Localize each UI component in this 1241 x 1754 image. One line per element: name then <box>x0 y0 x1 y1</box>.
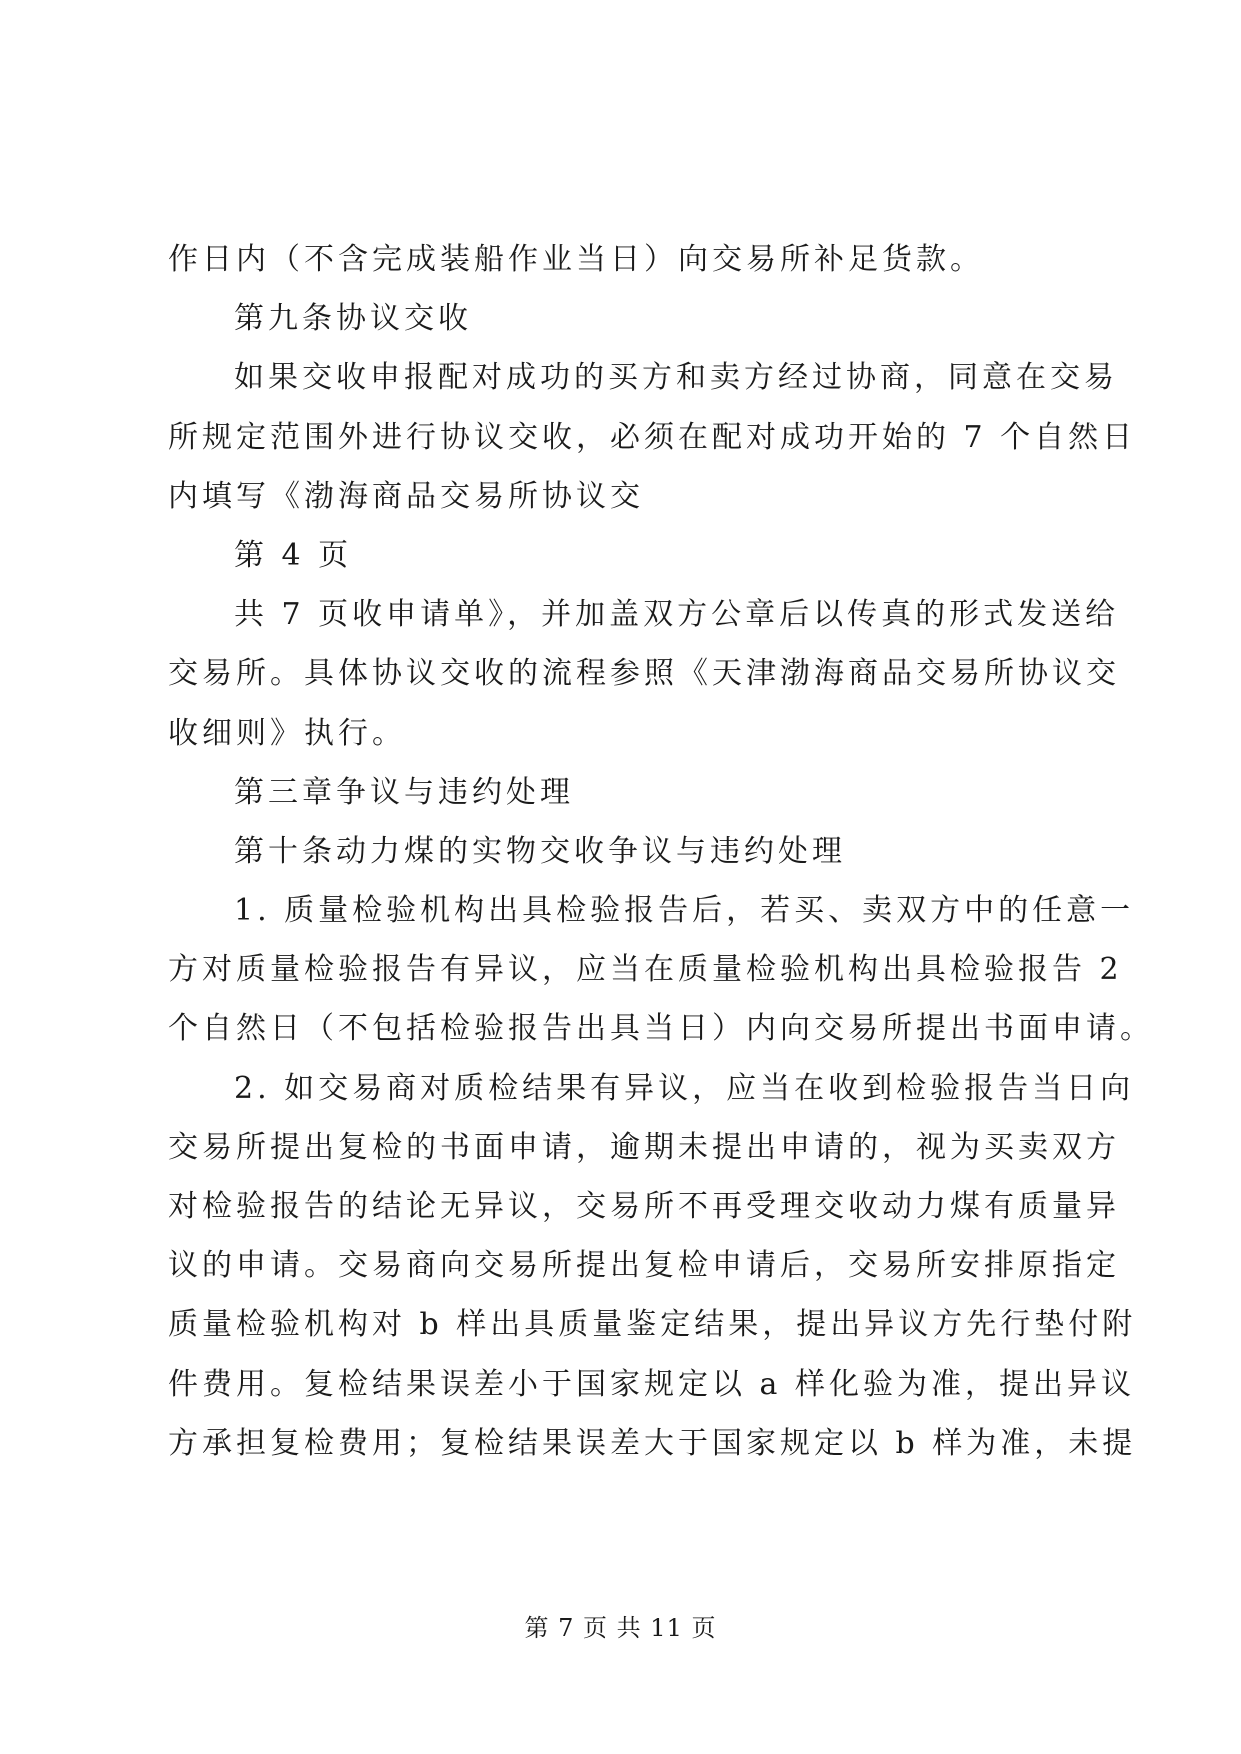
text-line: 方承担复检费用；复检结果误差大于国家规定以 b 样为准，未提 <box>168 1425 1137 1461</box>
text-line: 对检验报告的结论无异议，交易所不再受理交收动力煤有质量异 <box>168 1189 1120 1224</box>
article-heading: 第十条动力煤的实物交收争议与违约处理 <box>234 833 846 869</box>
text-line: 如果交收申报配对成功的买方和卖方经过协商，同意在交易 <box>234 360 1118 396</box>
text-line: 收细则》执行。 <box>168 715 406 751</box>
text-line: 件费用。复检结果误差小于国家规定以 a 样化验为准，提出异议 <box>168 1366 1135 1402</box>
article-heading: 第九条协议交收 <box>234 301 472 337</box>
text-line: 议的申请。交易商向交易所提出复检申请后，交易所安排原指定 <box>168 1248 1120 1284</box>
text-line: 交易所提出复检的书面申请，逾期未提出申请的，视为买卖双方 <box>168 1129 1120 1165</box>
body-text <box>168 230 1154 1473</box>
text-line: 共 7 页收申请单》，并加盖双方公章后以传真的形式发送给 <box>234 597 1120 633</box>
text-line: 1. 质量检验机构出具检验报告后，若买、卖双方中的任意一 <box>234 893 1135 929</box>
text-line: 交易所。具体协议交收的流程参照《天津渤海商品交易所协议交 <box>168 656 1120 692</box>
text-line: 个自然日（不包括检验报告出具当日）内向交易所提出书面申请。 <box>168 1011 1154 1047</box>
text-line: 质量检验机构对 b 样出具质量鉴定结果，提出异议方先行垫付附 <box>168 1307 1137 1343</box>
text-line: 所规定范围外进行协议交收，必须在配对成功开始的 7 个自然日 <box>168 419 1137 455</box>
chapter-heading: 第三章争议与违约处理 <box>234 774 574 810</box>
text-line: 内填写《渤海商品交易所协议交 <box>168 478 644 514</box>
text-line: 2. 如交易商对质检结果有异议，应当在收到检验报告当日向 <box>234 1070 1135 1106</box>
inline-page-marker: 第 4 页 <box>234 537 353 573</box>
text-line: 作日内（不含完成装船作业当日）向交易所补足货款。 <box>168 242 984 277</box>
text-line: 方对质量检验报告有异议，应当在质量检验机构出具检验报告 2 <box>168 952 1123 988</box>
page-footer: 第 7 页 共 11 页 <box>524 1614 717 1642</box>
